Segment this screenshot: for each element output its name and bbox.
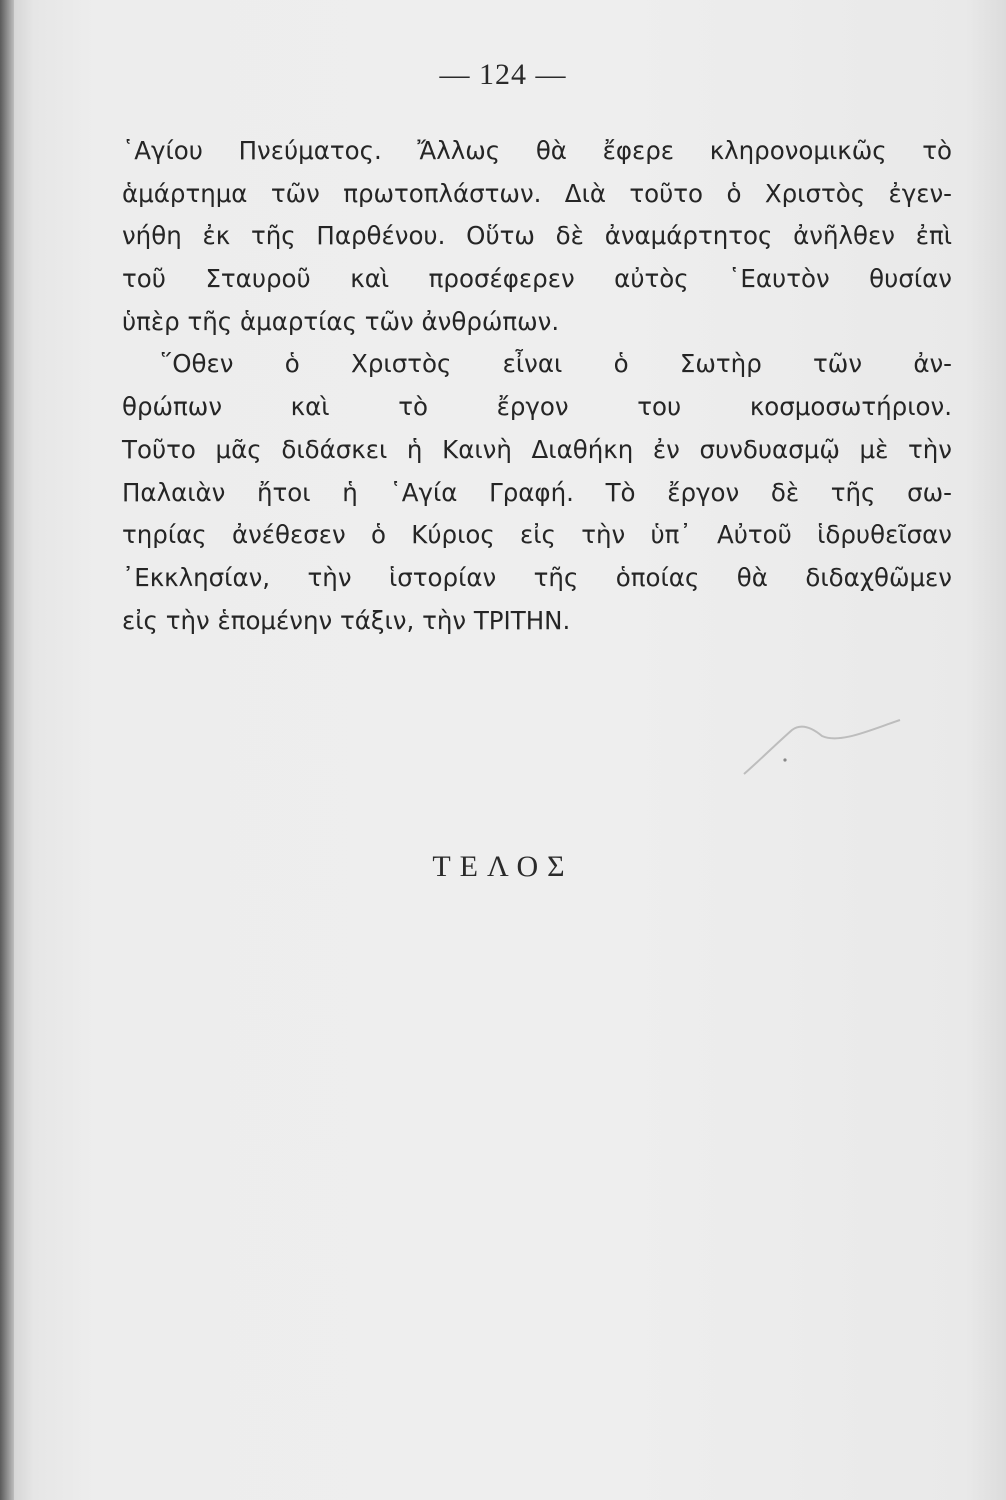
text-line: Τοῦτο μᾶς διδάσκει ἡ Καινὴ Διαθήκη ἐν συνδυασμῷ μὲ τὴν [122, 434, 952, 464]
text-line: τοῦ Σταυροῦ καὶ προσέφερεν αὐτὸς ῾Εαυτὸν θυσίαν [122, 264, 952, 294]
text-line: ῾Αγίου Πνεύματος. Ἄλλως θὰ ἔφερε κληρονομικῶς τὸ [122, 136, 952, 165]
text-line: ὑπὲρ τῆς ἁμαρτίας τῶν ἀνθρώπων. [122, 306, 560, 336]
text-line: νήθη ἐκ τῆς Παρθένου. Οὕτω δὲ ἀναμάρτητος ἀνῆλθεν ἐπὶ [122, 221, 952, 251]
closing-word: ΤΕΛΟΣ [432, 850, 574, 883]
pen-mark [740, 700, 910, 780]
book-gutter-shadow [0, 0, 14, 1500]
body-text [122, 130, 952, 642]
text-line: ἁμάρτημα τῶν πρωτοπλάστων. Διὰ τοῦτο ὁ Χριστὸς ἐγεν- [122, 178, 952, 208]
text-line: Παλαιὰν ἤτοι ἡ ῾Αγία Γραφή. Τὸ ἔργον δὲ τῆς σω- [122, 477, 952, 507]
text-line: ᾽Εκκλησίαν, τὴν ἱστορίαν τῆς ὁποίας θὰ διδαχθῶμεν [122, 562, 952, 592]
text-line: εἰς τὴν ἑπομένην τάξιν, τὴν ΤΡΙΤΗΝ. [122, 605, 571, 635]
page-number: — 124 — [439, 58, 567, 91]
text-line: τηρίας ἀνέθεσεν ὁ Κύριος εἰς τὴν ὑπ᾽ Αὐτοῦ ἱδρυθεῖσαν [122, 520, 952, 550]
text-line: θρώπων καὶ τὸ ἔργον του κοσμοσωτήριον. [122, 392, 952, 422]
text-line: ῞Οθεν ὁ Χριστὸς εἶναι ὁ Σωτὴρ τῶν ἀν- [160, 349, 952, 379]
